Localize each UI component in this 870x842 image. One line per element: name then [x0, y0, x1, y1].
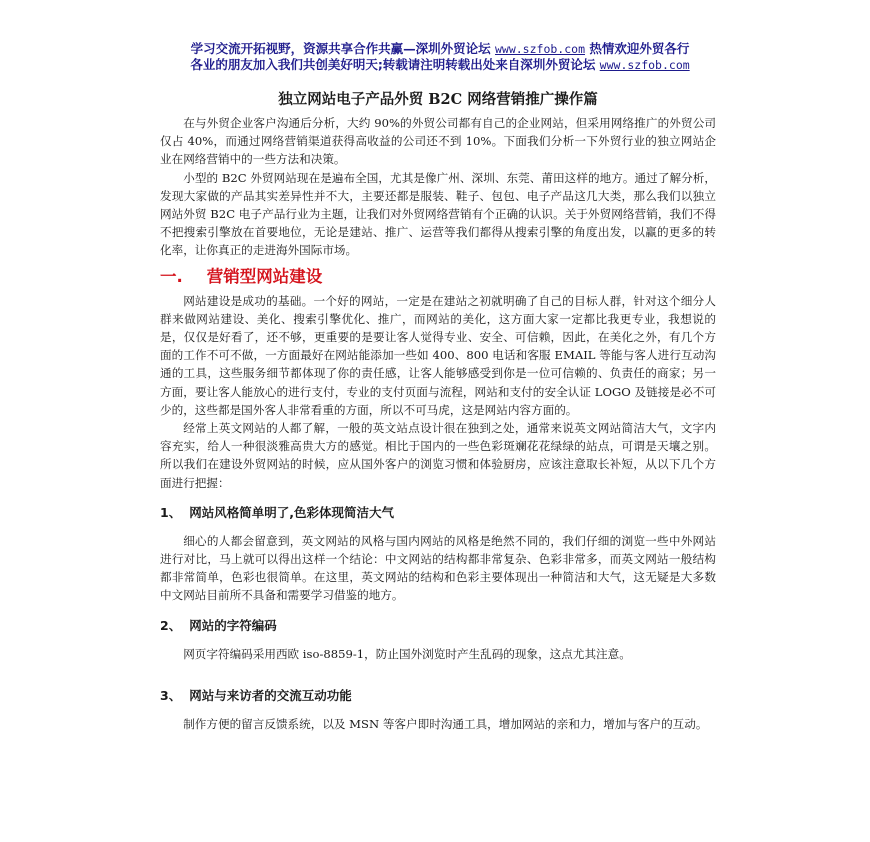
subsection-2-number: 2、: [160, 617, 182, 633]
subsection-3-number: 3、: [160, 687, 182, 703]
document-title: 独立网站电子产品外贸 B2C 网络营销推广操作篇: [278, 91, 598, 108]
intro-paragraph-1: 在与外贸企业客户沟通后分析，大约 90%的外贸公司都有自己的企业网站，但采用网络推广的外贸公司仅占 40%，而通过网络营销渠道获得高收益的公司还不到 10%。下面我们分析一下外贸行业的独立网站企业在网络营销中的一些方法和决策。: [160, 116, 716, 167]
forum-banner: [150, 41, 730, 73]
intro-paragraph-2: 小型的 B2C 外贸网站现在是遍布全国，尤其是像广州、深圳、东莞、莆田这样的地方。通过了解分析，发现大家做的产品其实差异性并不大，主要还都是服装、鞋子、包包、电子产品这几大类，那么我们以独立网站外贸 B2C 电子产品行业为主题，让我们对外贸网络营销有个正确的认识。关于外贸网络营销，我们不得不把搜索引擎放在首要地位，无论是建站、推广、运营等我们都得从搜索引擎的角度出发，以赢的更多的转化率，让你真正的走进海外国际市场。: [160, 170, 716, 258]
banner-line-1-tail: 热情欢迎外贸各行: [585, 41, 690, 56]
banner-line-1-text: 学习交流开拓视野，资源共享合作共赢—深圳外贸论坛: [190, 41, 495, 56]
section-1-paragraph-2: 经常上英文网站的人都了解，一般的英文站点设计很在独到之处，通常来说英文网站简洁大气，文字内容充实，给人一种很淡雅高贵大方的感觉。相比于国内的一些色彩斑斓花花绿绿的站点，可谓是天壤之别。所以我们在建设外贸网站的时候，应从国外客户的浏览习惯和体验厨房，应该注意取长补短，从以下几个方面进行把握：: [160, 421, 716, 490]
banner-link-1[interactable]: www.szfob.com: [494, 42, 585, 56]
banner-link-2[interactable]: www.szfob.com: [599, 58, 690, 72]
subsection-2-heading: [160, 617, 716, 635]
banner-line-1: [150, 41, 730, 57]
banner-line-2-text: 各业的朋友加入我们共创美好明天;转载请注明转载出处来自深圳外贸论坛: [190, 57, 600, 72]
subsection-3-title: 网站与来访者的交流互动功能: [189, 687, 352, 703]
section-1-paragraph-1: 网站建设是成功的基础。一个好的网站，一定是在建站之初就明确了自己的目标人群，针对这个细分人群来做网站建设、美化、搜索引擎优化、推广，而网站的美化，这方面大家一定都比我更专业，我想说的是，仅仅是好看了，还不够，更重要的是要让客人觉得专业、安全、可信赖，因此，在美化之外，有几个方面的工作不可不做，一方面最好在网站能添加一些如 400、800 电话和客服 EMAIL 等能与客人进行互动沟通的工具，这些服务细节都体现了你的责任感，让客人能够感受到你是一位可信赖的、负责任的商家；另一方面，要让客人能放心的进行支付，专业的支付页面与流程，网站和支付的安全认证 LOGO 及链接是必不可少的，这些都是国外客人非常看重的方面，所以不可马虎，这是网站内容方面的。: [160, 293, 716, 417]
subsection-1-heading: [160, 504, 716, 522]
subsection-2-title: 网站的字符编码: [189, 617, 277, 633]
section-1-number: 一.: [160, 266, 183, 286]
section-1-heading: [160, 266, 716, 288]
document-body: [160, 90, 716, 733]
subsection-1-paragraph: 细心的人都会留意到，英文网站的风格与国内网站的风格是绝然不同的，我们仔细的浏览一些中外网站进行对比，马上就可以得出这样一个结论：中文网站的结构都非常复杂、色彩非常多，而英文网站一般结构都非常简单，色彩也很简单。在这里，英文网站的结构和色彩主要体现出一种简洁和大气，这无疑是大多数中文网站目前所不具备和需要学习借鉴的地方。: [160, 533, 716, 603]
subsection-3-paragraph: 制作方便的留言反馈系统，以及 MSN 等客户即时沟通工具，增加网站的亲和力，增加与客户的互动。: [183, 716, 708, 731]
banner-line-2: [150, 57, 730, 73]
subsection-3-heading: [160, 687, 716, 705]
section-1-title: 营销型网站建设: [206, 266, 323, 286]
subsection-1-number: 1、: [160, 504, 182, 520]
subsection-2-paragraph: 网页字符编码采用西欧 iso-8859-1，防止国外浏览时产生乱码的现象，这点尤其注意。: [183, 646, 631, 661]
subsection-1-title: 网站风格简单明了,色彩体现简洁大气: [189, 504, 394, 520]
